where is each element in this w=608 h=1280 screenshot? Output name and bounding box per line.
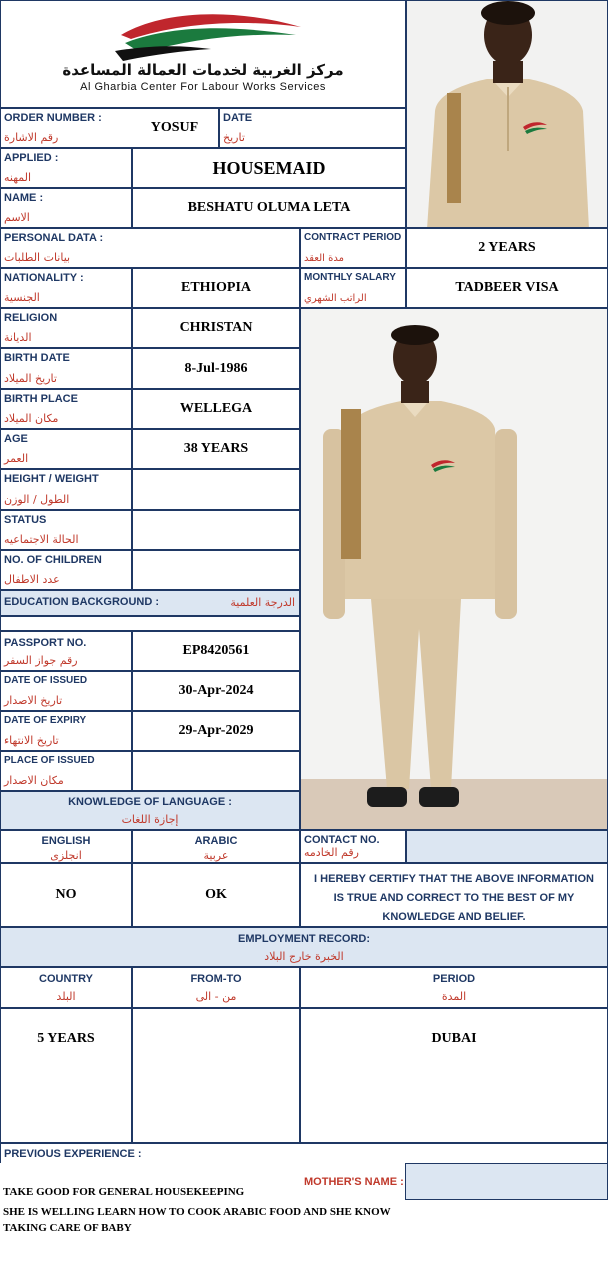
country-label-ar: البلد <box>56 990 76 1003</box>
contract-value-cell <box>406 228 608 268</box>
birth-date-value: 8-Jul-1986 <box>184 360 248 376</box>
applied-label: APPLIED : <box>4 152 59 164</box>
mother-name-value-cell <box>405 1163 608 1200</box>
full-body-photo-illustration <box>301 309 608 830</box>
height-weight-value-cell <box>132 469 300 510</box>
fromto-value-cell <box>132 1008 300 1143</box>
birth-date-label: BIRTH DATE <box>4 352 70 364</box>
certify-cell <box>300 863 608 927</box>
personal-data-label-ar: بيانات الطلبات <box>4 251 71 264</box>
status-label: STATUS <box>4 514 47 526</box>
order-number-label: ORDER NUMBER : <box>4 112 102 124</box>
language-label: KNOWLEDGE OF LANGUAGE : <box>68 796 232 808</box>
personal-data-label: PERSONAL DATA : <box>4 232 104 244</box>
passport-value: EP8420561 <box>182 643 250 658</box>
previous-experience-label: PREVIOUS EXPERIENCE : <box>4 1148 142 1160</box>
religion-value: CHRISTAN <box>179 320 253 335</box>
age-value-cell <box>132 429 300 469</box>
birth-place-value-cell <box>132 389 300 429</box>
period-label-ar: المدة <box>441 990 467 1003</box>
children-label: NO. OF CHILDREN <box>4 554 102 566</box>
issued-date-label-cell <box>0 671 132 711</box>
salary-label-ar: الراتب الشهري <box>304 293 367 304</box>
contact-label: CONTACT NO. <box>304 834 380 846</box>
passport-label-cell <box>0 631 132 671</box>
period-value-cell <box>300 1008 608 1143</box>
issued-date-label: DATE OF ISSUED <box>4 675 88 686</box>
age-label-ar: العمر <box>4 452 29 465</box>
issued-place-label: PLACE OF ISSUED <box>4 755 95 766</box>
certify-line-3: KNOWLEDGE AND BELIEF. <box>382 911 526 923</box>
children-label-cell <box>0 550 132 590</box>
status-label-ar: الحالة الاجتماعيه <box>4 533 79 546</box>
contract-label-cell <box>300 228 406 268</box>
nationality-label-ar: الجنسية <box>4 291 40 304</box>
education-label-ar: الدرجة العلمية <box>230 596 295 609</box>
period-label: PERIOD <box>432 973 476 985</box>
applied-value: HOUSEMAID <box>212 157 326 178</box>
portrait-photo <box>406 0 608 228</box>
salary-label-cell <box>300 268 406 308</box>
english-label: ENGLISH <box>41 835 91 847</box>
name-value: BESHATU OLUMA LETA <box>187 200 351 215</box>
date-cell <box>219 108 406 148</box>
date-value <box>220 109 405 147</box>
arabic-value-cell <box>132 863 300 927</box>
english-label-ar: انجلزى <box>50 849 82 862</box>
employment-label: EMPLOYMENT RECORD: <box>238 933 370 945</box>
fromto-label: FROM-TO <box>190 973 242 985</box>
full-body-photo <box>300 308 608 830</box>
certify-line-1: I HEREBY CERTIFY THAT THE ABOVE INFORMATION <box>314 873 594 885</box>
passport-value-cell <box>132 631 300 671</box>
education-header <box>0 590 300 616</box>
nationality-label-cell <box>0 268 132 308</box>
birth-date-value-cell <box>132 348 300 389</box>
date-label: DATE <box>223 112 253 124</box>
english-value-cell <box>0 863 132 927</box>
issued-date-label-ar: تاريخ الاصدار <box>4 694 63 707</box>
salary-value: TADBEER VISA <box>455 280 559 295</box>
children-value-cell <box>132 550 300 590</box>
arabic-header-cell <box>132 830 300 863</box>
expiry-date-label-cell <box>0 711 132 751</box>
contact-label-ar: رقم الخادمه <box>304 846 359 859</box>
contact-value-cell <box>406 830 608 863</box>
period-value: DUBAI <box>431 1031 477 1046</box>
applied-label-ar: المهنه <box>4 171 32 184</box>
height-weight-label-cell <box>0 469 132 510</box>
status-label-cell <box>0 510 132 550</box>
certify-text <box>301 870 607 927</box>
country-value-cell <box>0 1008 132 1143</box>
height-weight-label-ar: الطول / الوزن <box>4 493 70 506</box>
applied-value-cell <box>132 148 406 188</box>
personal-data-cell <box>0 228 300 268</box>
mother-name-label: MOTHER'S NAME : <box>304 1176 404 1188</box>
english-header-cell <box>0 830 132 863</box>
religion-value-cell <box>132 308 300 348</box>
issued-place-label-cell <box>0 751 132 791</box>
age-value: 38 YEARS <box>183 441 249 456</box>
issued-place-value <box>133 752 299 790</box>
religion-label: RELIGION <box>4 312 58 324</box>
arabic-value: OK <box>205 887 227 902</box>
expiry-date-value: 29-Apr-2029 <box>178 723 254 738</box>
birth-place-label-ar: مكان الميلاد <box>4 412 59 425</box>
fromto-label-ar: من - الى <box>195 990 237 1003</box>
order-number-value: YOSUF <box>150 120 199 135</box>
issued-date-value: 30-Apr-2024 <box>178 683 254 698</box>
portrait-photo-illustration <box>407 1 608 228</box>
date-label-ar: تاريخ <box>223 131 245 144</box>
nationality-label: NATIONALITY : <box>4 272 84 284</box>
name-label: NAME : <box>4 192 44 204</box>
birth-place-value: WELLEGA <box>179 401 253 416</box>
expiry-date-label: DATE OF EXPIRY <box>4 715 87 726</box>
passport-label: PASSPORT NO. <box>4 637 87 649</box>
education-value-cell <box>0 616 300 631</box>
contact-value <box>407 831 607 862</box>
birth-date-label-ar: تاريخ الميلاد <box>4 372 57 385</box>
nationality-value-cell <box>132 268 300 308</box>
order-number-label-ar: رقم الاشارة <box>4 131 59 144</box>
name-label-cell <box>0 188 132 228</box>
employment-label-ar: الخبرة خارج البلاد <box>264 950 344 963</box>
contract-value: 2 YEARS <box>478 240 536 255</box>
height-weight-value <box>133 470 299 509</box>
issued-place-value-cell <box>132 751 300 791</box>
status-value <box>133 511 299 549</box>
language-header <box>0 791 300 830</box>
country-value: 5 YEARS <box>37 1031 95 1046</box>
previous-experience-header <box>0 1143 608 1163</box>
header-logo-box <box>0 0 406 108</box>
salary-value-cell <box>406 268 608 308</box>
birth-place-label-cell <box>0 389 132 429</box>
employment-header <box>0 927 608 967</box>
arabic-label: ARABIC <box>194 835 238 847</box>
period-header-cell <box>300 967 608 1008</box>
mother-name-value <box>406 1164 607 1199</box>
language-label-ar: إجازة اللغات <box>121 813 179 826</box>
nationality-value: ETHIOPIA <box>180 280 251 295</box>
issued-place-label-ar: مكان الاصدار <box>4 774 64 787</box>
birth-place-label: BIRTH PLACE <box>4 393 78 405</box>
english-value: NO <box>55 887 77 902</box>
age-label: AGE <box>4 433 28 445</box>
contact-label-cell <box>300 830 406 863</box>
children-value <box>133 551 299 589</box>
fromto-header-cell <box>132 967 300 1008</box>
logo-swoosh-icon <box>111 5 311 63</box>
religion-label-cell <box>0 308 132 348</box>
name-label-ar: الاسم <box>4 211 30 224</box>
name-value-cell <box>132 188 406 228</box>
country-label: COUNTRY <box>39 973 93 985</box>
expiry-date-value-cell <box>132 711 300 751</box>
applied-label-cell <box>0 148 132 188</box>
order-number-cell <box>0 108 219 148</box>
contract-label: CONTRACT PERIOD <box>304 232 402 243</box>
arabic-label-ar: عربية <box>203 849 229 862</box>
birth-date-label-cell <box>0 348 132 389</box>
experience-line-3: TAKING CARE OF BABY <box>3 1222 132 1234</box>
experience-line-1: TAKE GOOD FOR GENERAL HOUSEKEEPING <box>3 1186 245 1198</box>
contract-label-ar: مدة العقد <box>304 253 344 264</box>
issued-date-value-cell <box>132 671 300 711</box>
salary-label: MONTHLY SALARY <box>304 272 396 283</box>
height-weight-label: HEIGHT / WEIGHT <box>4 473 99 485</box>
center-name-english: Al Gharbia Center For Labour Works Services <box>80 81 326 93</box>
passport-label-ar: رقم جواز السفر <box>4 654 78 667</box>
center-name-arabic: مركز الغربية لخدمات العمالة المساعدة <box>62 61 344 79</box>
expiry-date-label-ar: تاريخ الانتهاء <box>4 734 59 747</box>
certify-line-2: IS TRUE AND CORRECT TO THE BEST OF MY <box>333 892 575 904</box>
religion-label-ar: الديانة <box>4 331 32 344</box>
experience-line-2: SHE IS WELLING LEARN HOW TO COOK ARABIC FOOD AND SHE KNOW <box>3 1206 391 1218</box>
age-label-cell <box>0 429 132 469</box>
status-value-cell <box>132 510 300 550</box>
country-header-cell <box>0 967 132 1008</box>
children-label-ar: عدد الاطفال <box>4 573 60 586</box>
education-label: EDUCATION BACKGROUND : <box>4 596 160 608</box>
